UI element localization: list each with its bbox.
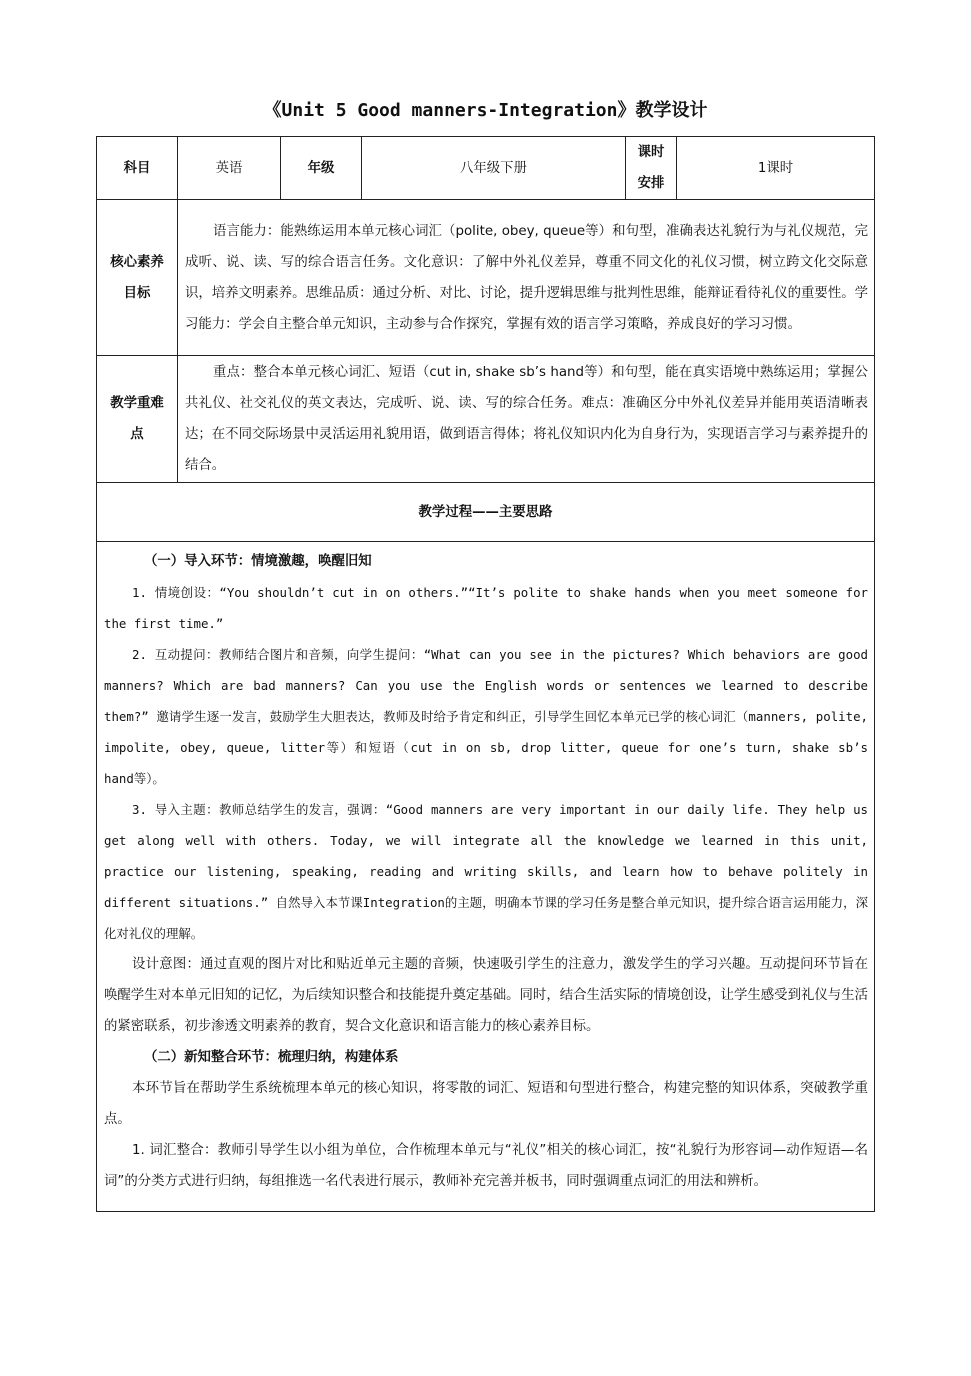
process-content-row — [97, 542, 875, 1212]
core-goals-label — [97, 200, 178, 356]
key-points-label-line-2: 点 — [130, 427, 144, 442]
section-2-heading: （二）新知整合环节：梳理归纳，构建体系 — [144, 1050, 399, 1065]
paragraph-5: 本环节旨在帮助学生系统梳理本单元的核心知识，将零散的词汇、短语和句型进行整合，构建完整的知识体系，突破教学重点。 — [104, 1081, 868, 1127]
process-title-row — [97, 483, 875, 542]
key-points-row — [97, 356, 875, 483]
core-goals-label-line-2: 目标 — [123, 285, 151, 301]
schedule-label-line-1: 课时 — [637, 145, 665, 160]
key-points-label — [97, 356, 178, 483]
grade-label: 年级 — [281, 137, 362, 200]
paragraph-design-intent: 设计意图：通过直观的图片对比和贴近单元主题的音频，快速吸引学生的注意力，激发学生的学习兴趣。互动提问环节旨在唤醒学生对本单元旧知的记忆，为后续知识整合和技能提升奠定基础。同时，结合生活实际的情境创设，让学生感受到礼仪与生活的紧密联系，初步渗透文明素养的教育，契合文化意识和语言能力的核心素养目标。 — [104, 957, 868, 1034]
section-1-heading: （一）导入环节：情境激趣，唤醒旧知 — [144, 554, 372, 569]
schedule-label-line-2: 安排 — [637, 176, 665, 191]
process-content — [97, 542, 875, 1212]
key-points-label-line-1: 教学重难 — [110, 396, 164, 411]
core-goals-label-line-1: 核心素养 — [110, 254, 164, 270]
paragraph-1: 1. 情境创设：“You shouldn’t cut in on others.”“It’s polite to shake hands when you meet someone for the first time.” — [104, 585, 868, 631]
subject-label: 科目 — [97, 137, 178, 200]
core-goals-row — [97, 200, 875, 356]
grade-value: 八年级下册 — [362, 137, 626, 200]
paragraph-3: 3. 导入主题：教师总结学生的发言，强调：“Good manners are very important in our daily life. They help us get along well with others. Today, we will integrate all the knowledge we learned in this unit, practice our listening, speaking, reading and writing skills, and learn how to behave politely in different situations.” 自然导入本节课Integration的主题，明确本节课的学习任务是整合单元知识，提升综合语言运用能力，深化对礼仪的理解。 — [104, 802, 868, 941]
key-points-text: 重点：整合本单元核心词汇、短语（cut in, shake sb’s hand等）和句型，能在真实语境中熟练运用；掌握公共礼仪、社交礼仪的英文表达，完成听、说、读、写的综合任务。难点：准确区分中外礼仪差异并能用英语清晰表达；在不同交际场景中灵活运用礼貌用语，做到语言得体；将礼仪知识内化为自身行为，实现语言学习与素养提升的结合。 — [185, 365, 868, 473]
core-goals-text: 语言能力：能熟练运用本单元核心词汇（polite, obey, queue等）和句型，准确表达礼貌行为与礼仪规范，完成听、说、读、写的综合语言任务。文化意识：了解中外礼仪差异，尊重不同文化的礼仪习惯，树立跨文化交际意识，培养文明素养。思维品质：通过分析、对比、讨论，提升逻辑思维与批判性思维，能辩证看待礼仪的重要性。学习能力：学会自主整合单元知识，主动参与合作探究，掌握有效的语言学习策略，养成良好的学习习惯。 — [185, 223, 868, 332]
paragraph-6: 1. 词汇整合：教师引导学生以小组为单位，合作梳理本单元与“礼仪”相关的核心词汇，按“礼貌行为形容词—动作短语—名词”的分类方式进行归纳，每组推选一名代表进行展示，教师补充完善并板书，同时强调重点词汇的用法和辨析。 — [104, 1143, 868, 1189]
schedule-label — [626, 137, 677, 200]
document-title: 《Unit 5 Good manners-Integration》教学设计 — [263, 100, 708, 121]
paragraph-2: 2. 互动提问：教师结合图片和音频，向学生提问：“What can you see in the pictures? Which behaviors are good manners? Which are bad manners? Can you use the English words or sentences we learned to describe them?” 邀请学生逐一发言，鼓励学生大胆表达，教师及时给予肯定和纠正，引导学生回忆本单元已学的核心词汇（manners, polite, impolite, obey, queue, litter等）和短语（cut in on sb, drop litter, queue for one’s turn, shake sb’s hand等）。 — [104, 647, 868, 786]
schedule-value: 1课时 — [677, 137, 875, 200]
lesson-plan-table — [96, 136, 875, 1212]
subject-value: 英语 — [178, 137, 281, 200]
core-goals-text-cell — [178, 200, 875, 356]
process-title: 教学过程——主要思路 — [97, 483, 875, 542]
header-row — [97, 137, 875, 200]
key-points-text-cell — [178, 356, 875, 483]
